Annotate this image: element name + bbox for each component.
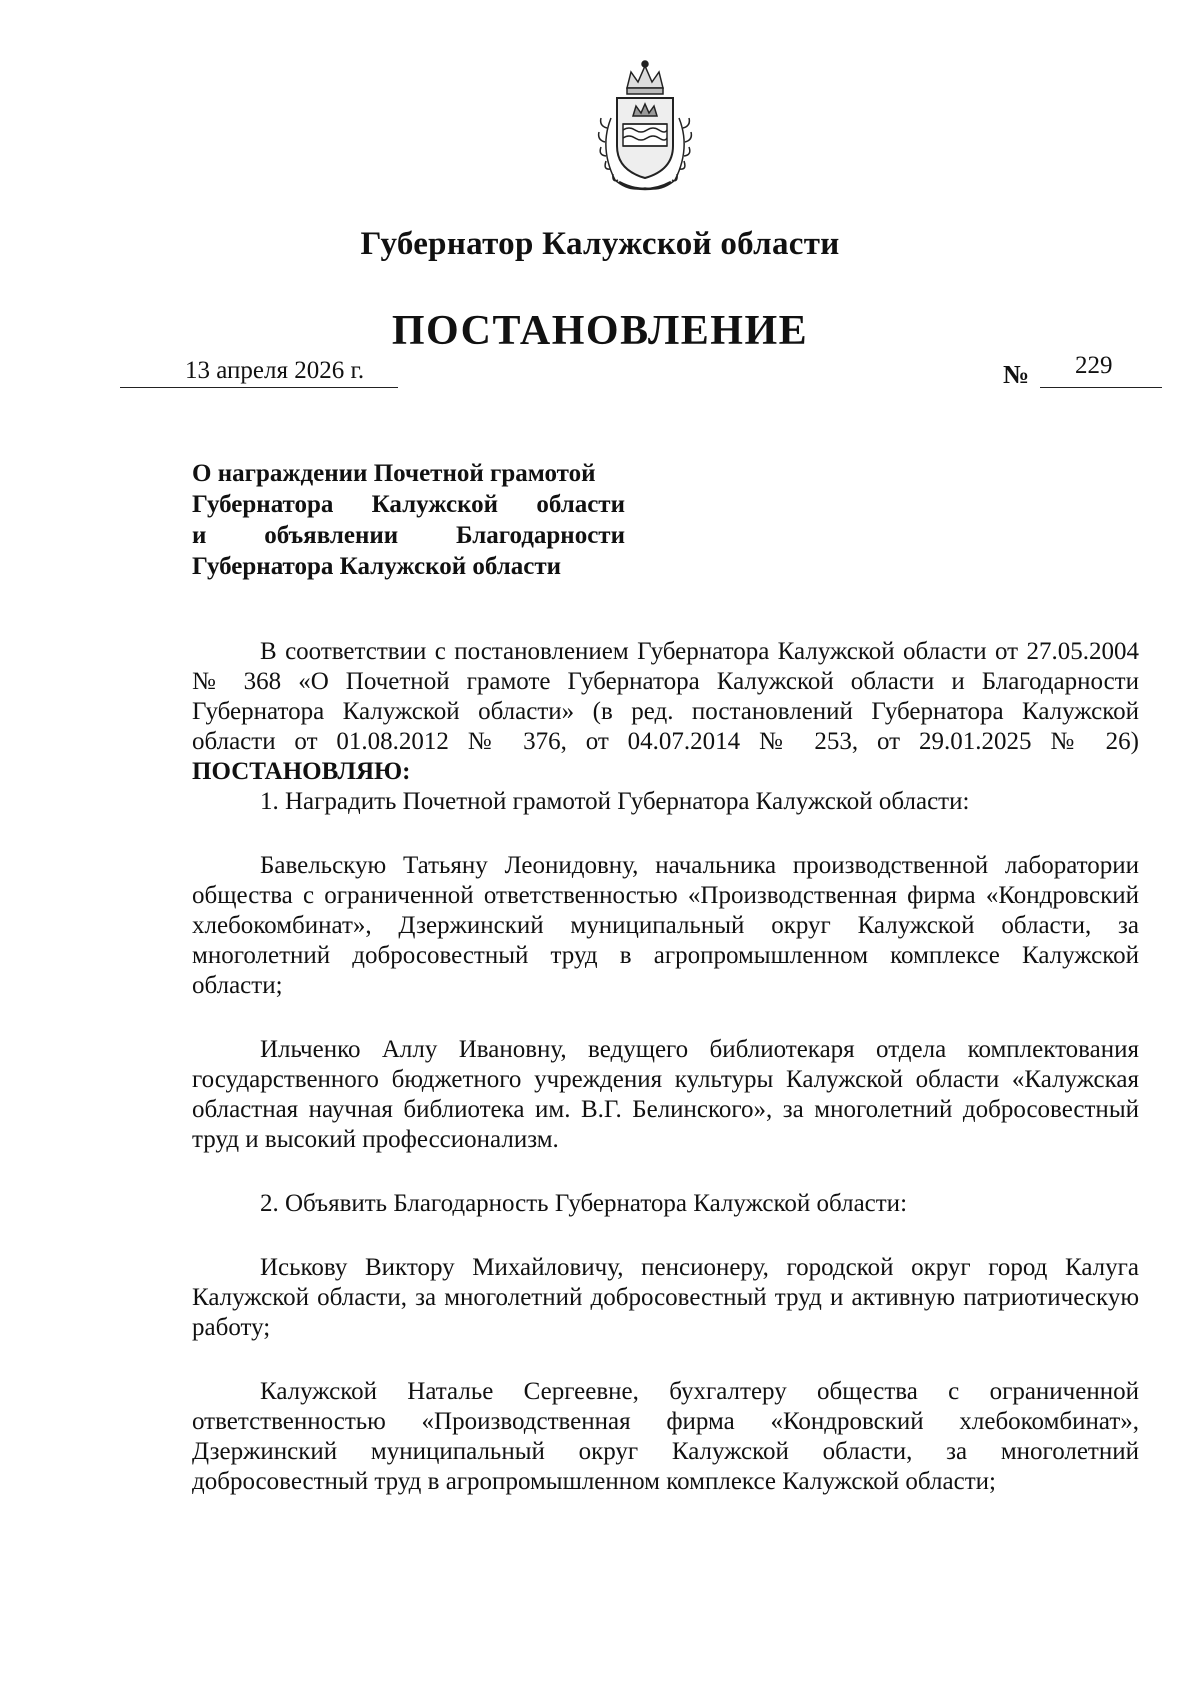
number-underline — [1040, 387, 1162, 388]
title-line: О награждении Почетной грамотой — [192, 460, 596, 487]
issuing-authority: Губернатор Калужской области — [360, 226, 840, 262]
coat-of-arms-emblem — [585, 58, 705, 198]
awardee-paragraph: Бавельскую Татьяну Леонидовну, начальника производственной лаборатории общества с ограниченной ответственностью «Производственная фирма «Кондровский хлебокомбинат», Дзержинский муниципальный округ Калужской области, за многолетний добросовестный труд в агропромышленном комплексе Калужской области; — [192, 852, 1139, 999]
title-line: Губернатора Калужской области — [192, 491, 625, 518]
title-line: и объявлении Благодарности — [192, 522, 625, 549]
document-number: 229 — [1075, 352, 1113, 379]
document-type: ПОСТАНОВЛЕНИЕ — [391, 308, 809, 354]
preamble-paragraph: В соответствии с постановлением Губернатора Калужской области от 27.05.2004 № 368 «О Почетной грамоте Губернатора Калужской области и Благодарности Губернатора Калужской области» (в ред. постановлений Губернатора Калужской области от 01.08.2012 № 376, от 04.07.2014 № 253, от 29.01.2025 № 26) ПОСТАНОВЛЯЮ: — [192, 638, 1139, 785]
awardee-paragraph: Иськову Виктору Михайловичу, пенсионеру, городской округ город Калуга Калужской области, за многолетний добросовестный труд и активную патриотическую работу; — [192, 1254, 1139, 1341]
awardee-paragraph: Ильченко Аллу Ивановну, ведущего библиотекаря отдела комплектования государственного бюджетного учреждения культуры Калужской области «Калужская областная научная библиотека им. В.Г. Белинского», за многолетний добросовестный труд и высокий профессионализм. — [192, 1036, 1139, 1153]
title-line: Губернатора Калужской области — [192, 553, 562, 580]
awardee-paragraph: Калужской Наталье Сергеевне, бухгалтеру общества с ограниченной ответственностью «Производственная фирма «Кондровский хлебокомбинат», Дзержинский муниципальный округ Калужской области, за многолетний добросовестный труд в агропромышленном комплексе Калужской области; — [192, 1378, 1139, 1495]
section-2-heading: 2. Объявить Благодарность Губернатора Калужской области: — [260, 1190, 908, 1217]
decree-word: ПОСТАНОВЛЯЮ: — [192, 758, 411, 785]
number-sign: № — [1003, 360, 1030, 389]
document-date: 13 апреля 2026 г. — [185, 357, 365, 384]
date-underline — [120, 387, 398, 388]
document-title — [192, 458, 625, 582]
document-body — [192, 637, 1139, 1497]
section-1-heading: 1. Наградить Почетной грамотой Губернатора Калужской области: — [260, 788, 970, 815]
